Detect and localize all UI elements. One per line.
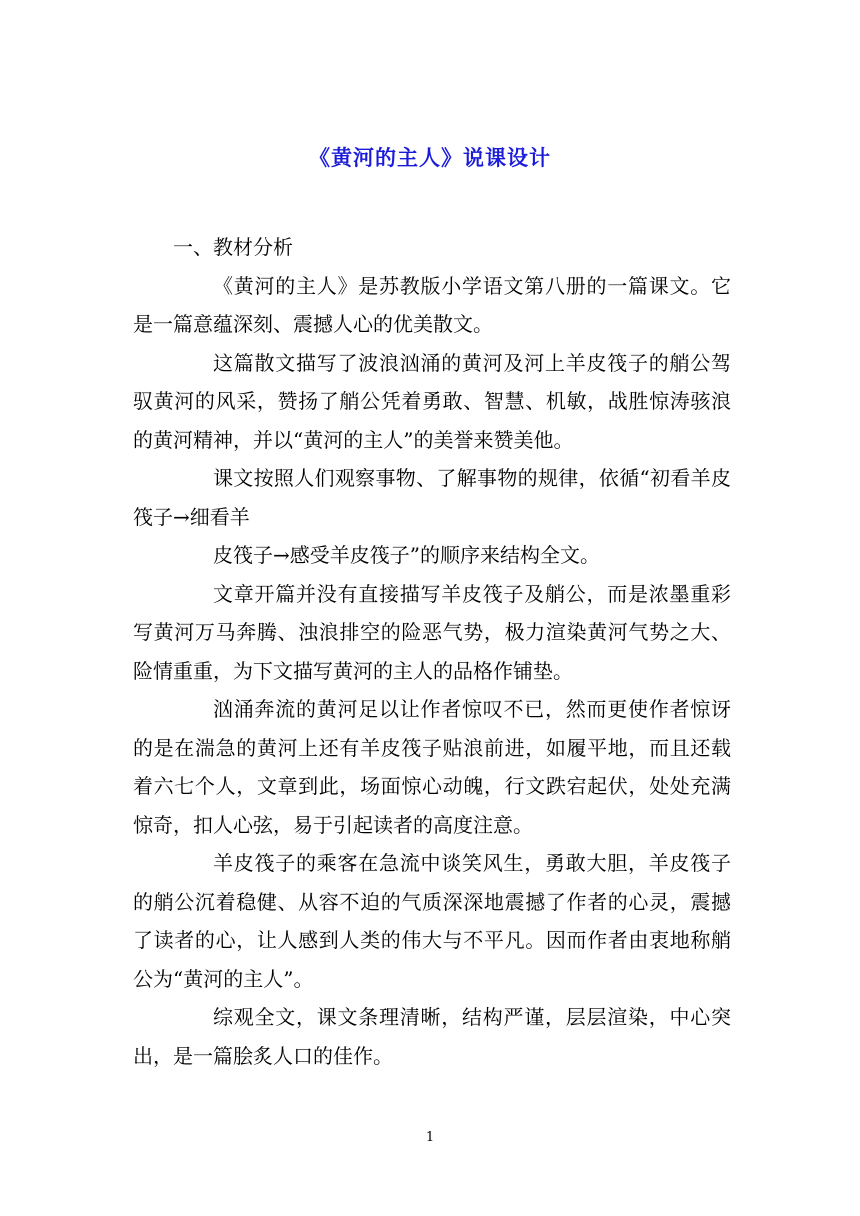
paragraph: 汹涌奔流的黄河足以让作者惊叹不已，然而更使作者惊讶的是在湍急的黄河上还有羊皮筏子贴浪前进，如履平地，而且还载着六七个人，文章到此，场面惊心动魄，行文跌宕起伏，处处充满惊奇，扣人心弦，易于引起读者的高度注意。 <box>133 697 731 837</box>
paragraph: 《黄河的主人》是苏教版小学语文第八册的一篇课文。它是一篇意蕴深刻、震撼人心的优美散文。 <box>133 273 731 336</box>
paragraph: 综观全文，课文条理清晰，结构严谨，层层渲染，中心突出，是一篇脍炙人口的佳作。 <box>133 1005 731 1068</box>
page-number: 1 <box>425 1130 435 1145</box>
paragraph: 课文按照人们观察事物、了解事物的规律，依循“初看羊皮筏子→细看羊 <box>133 466 731 529</box>
paragraph: 羊皮筏子的乘客在急流中谈笑风生，勇敢大胆，羊皮筏子的艄公沉着稳健、从容不迫的气质深深地震撼了作者的心灵，震撼了读者的心，让人感到人类的伟大与不平凡。因而作者由衷地称艄公为“黄河的主人”。 <box>133 851 731 991</box>
document-body <box>133 228 731 1075</box>
paragraph: 皮筏子→感受羊皮筏子”的顺序来结构全文。 <box>213 543 600 567</box>
paragraph: 文章开篇并没有直接描写羊皮筏子及艄公，而是浓墨重彩写黄河万马奔腾、浊浪排空的险恶气势，极力渲染黄河气势之大、险情重重，为下文描写黄河的主人的品格作铺垫。 <box>133 581 731 683</box>
section-heading: 一、教材分析 <box>173 235 293 259</box>
document-title: 《黄河的主人》说课设计 <box>309 145 551 170</box>
paragraph: 这篇散文描写了波浪汹涌的黄河及河上羊皮筏子的艄公驾驭黄河的风采，赞扬了艄公凭着勇敢、智慧、机敏，战胜惊涛骇浪的黄河精神，并以“黄河的主人”的美誉来赞美他。 <box>133 350 731 452</box>
